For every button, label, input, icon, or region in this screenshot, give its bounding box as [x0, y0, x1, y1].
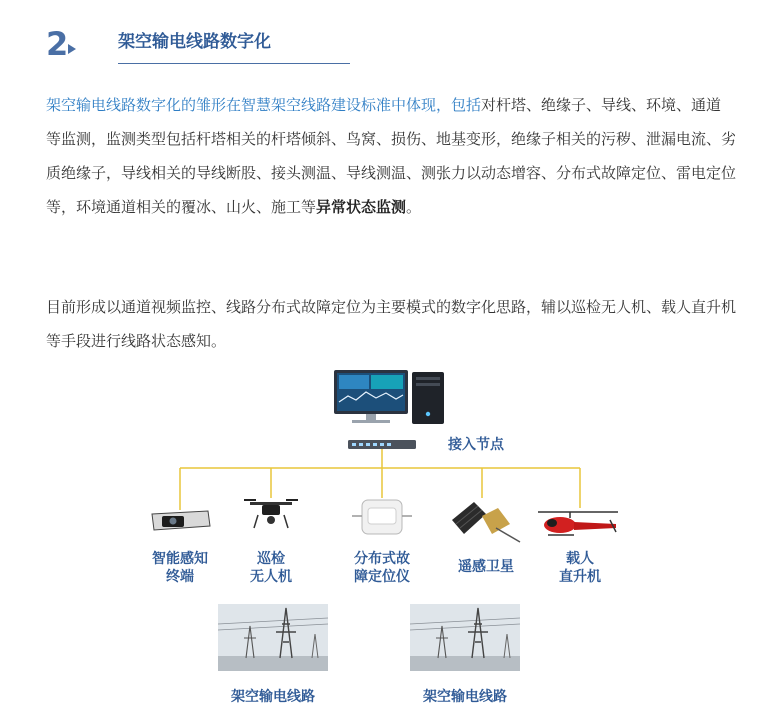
node-label-line1: 智能感知 [152, 551, 208, 567]
node-label-line2: 终端 [166, 569, 194, 585]
fault-locator-icon [352, 500, 412, 534]
node-label-satellite: 遥感卫星 [458, 559, 514, 575]
intro-end-punct: 。 [406, 198, 422, 216]
node-label-line1: 巡检 [257, 551, 285, 567]
intro-highlight-text: 架空输电线路数字化的雏形在智慧架空线路建设标准中体现，包括 [46, 96, 482, 114]
node-label-fault-locator [342, 550, 422, 586]
node-label-line2: 直升机 [559, 569, 601, 585]
node-label-helicopter [542, 550, 618, 586]
node-label-line1: 载人 [566, 551, 594, 567]
network-switch-icon [348, 440, 416, 449]
intro-paragraph [46, 88, 736, 224]
node-label-line1: 分布式故 [354, 551, 410, 567]
section-number: 2 [46, 25, 69, 63]
drone-icon [244, 500, 298, 528]
smart-sensor-icon [152, 511, 210, 530]
helicopter-icon [538, 512, 618, 535]
node-label-drone [234, 550, 308, 586]
photo-caption-2: 架空输电线路 [423, 689, 507, 705]
server-tower-icon [412, 372, 444, 424]
diagram-graphics [130, 362, 640, 723]
digitalization-diagram [130, 362, 640, 723]
monitor-icon [334, 370, 408, 423]
satellite-icon [452, 502, 520, 542]
power-line-photo-1 [218, 604, 328, 671]
section-arrow-icon [68, 44, 76, 54]
section-title: 架空输电线路数字化 [118, 32, 271, 52]
node-label-smart-sensor [140, 550, 220, 586]
node-label-line2: 障定位仪 [354, 569, 410, 585]
section-title-underline [118, 63, 350, 64]
section-header [46, 24, 306, 68]
intro-body-text: 对杆塔、绝缘子、导线、环境、通道等监测，监测类型包括杆塔相关的杆塔倾斜、鸟窝、损伤、地基变形，绝缘子相关的污秽、泄漏电流、劣质绝缘子，导线相关的导线断股、接头测温、导线测温、测张力以动态增容、分布式故障定位、雷电定位等，环境通道相关的覆冰、山火、施工等 [46, 96, 737, 216]
photo-caption-1: 架空输电线路 [231, 689, 315, 705]
mode-paragraph: 目前形成以通道视频监控、线路分布式故障定位为主要模式的数字化思路，辅以巡检无人机、载人直升机等手段进行线路状态感知。 [46, 298, 737, 350]
intro-bold-text: 异常状态监测 [316, 198, 407, 216]
hub-label: 接入节点 [448, 437, 504, 453]
node-label-line2: 无人机 [250, 569, 292, 585]
power-line-photo-2 [410, 604, 520, 671]
